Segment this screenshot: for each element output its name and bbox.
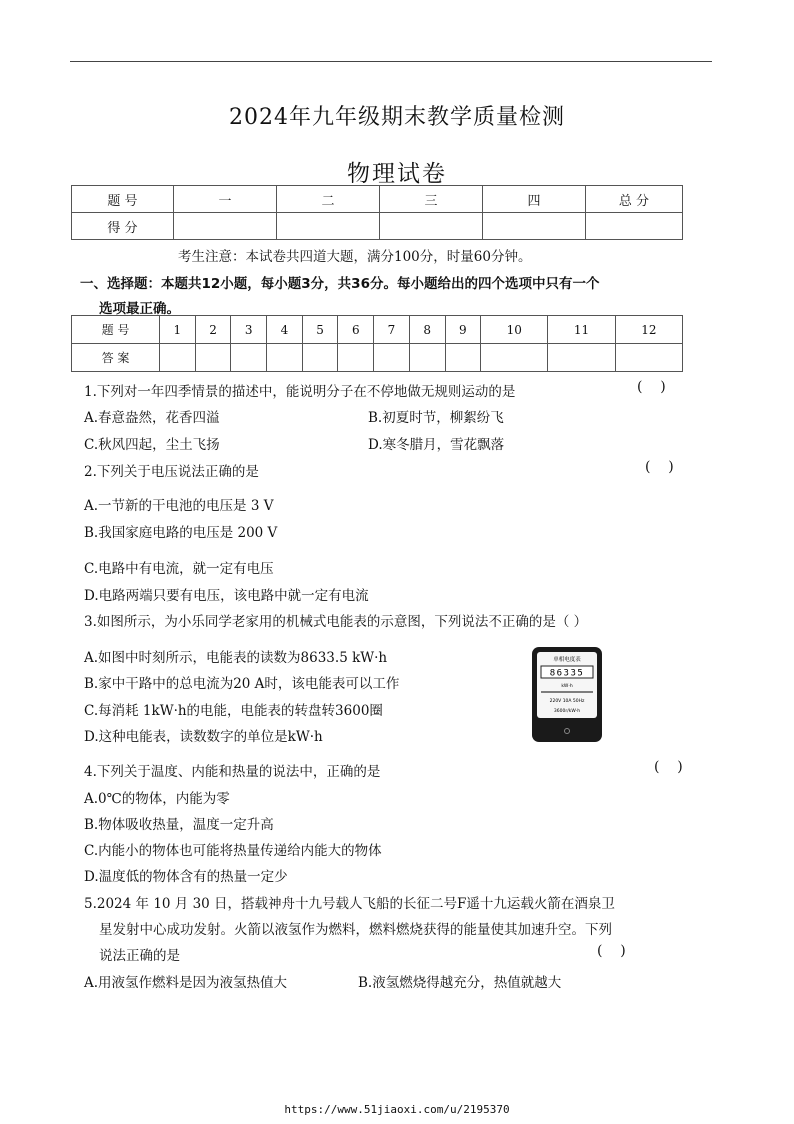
question-2-option-b: B.我国家庭电路的电压是 200 V: [84, 525, 278, 541]
question-2-option-d: D.电路两端只要有电压，该电路中就一定有电流: [84, 588, 369, 604]
question-2-stem: 2.下列关于电压说法正确的是: [84, 464, 259, 480]
exam-subtitle: 物理试卷: [347, 161, 447, 187]
answer-input-cell[interactable]: [231, 344, 267, 372]
question-5-option-a: A.用液氢作燃料是因为液氢热值大: [84, 975, 288, 991]
score-header-cell: 总 分: [586, 186, 683, 213]
answer-input-cell[interactable]: [160, 344, 196, 372]
score-label-cell: 得 分: [72, 213, 174, 240]
score-input-cell[interactable]: [174, 213, 277, 240]
question-3-stem: 3.如图所示，为小乐同学老家用的机械式电能表的示意图，下列说法不正确的是（ ）: [84, 614, 588, 630]
answer-input-cell[interactable]: [302, 344, 338, 372]
question-4-option-c: C.内能小的物体也可能将热量传递给内能大的物体: [84, 843, 382, 859]
score-header-cell: 题 号: [72, 186, 174, 213]
question-number-cell: 6: [338, 316, 374, 344]
score-input-cell[interactable]: [277, 213, 380, 240]
question-number-cell: 2: [195, 316, 231, 344]
question-number-cell: 7: [374, 316, 410, 344]
question-1-stem: 1.下列对一年四季情景的描述中，能说明分子在不停地做无规则运动的是: [84, 384, 516, 400]
answer-input-cell[interactable]: [267, 344, 303, 372]
question-5-stem-cont: 星发射中心成功发射。火箭以液氢作为燃料，燃料燃烧获得的能量使其加速升空。下列: [99, 922, 612, 938]
question-number-cell: 5: [302, 316, 338, 344]
answer-input-cell[interactable]: [548, 344, 615, 372]
question-1-answer-paren[interactable]: ( ): [637, 379, 666, 395]
score-input-cell[interactable]: [380, 213, 483, 240]
question-2-answer-paren[interactable]: ( ): [645, 459, 674, 475]
question-3-option-b: B.家中干路中的总电流为20 A时，该电能表可以工作: [84, 676, 400, 692]
question-1-option-b: B.初夏时节，柳絮纷飞: [368, 410, 504, 426]
top-rule: [70, 61, 712, 62]
question-1-option-c: C.秋风四起，尘土飞扬: [84, 437, 220, 453]
footer-link[interactable]: www.51jiaoxi.com/u/2195370: [337, 1103, 510, 1116]
answer-table: [71, 315, 683, 372]
question-number-cell: 9: [445, 316, 481, 344]
meter-rev: 3600r/kW·h: [553, 709, 581, 714]
question-number-cell: 1: [160, 316, 196, 344]
score-table-header-row: [72, 186, 683, 213]
question-4-option-a: A.0℃的物体，内能为零: [84, 791, 230, 807]
question-3-option-c: C.每消耗 1kW·h的电能，电能表的转盘转3600圈: [84, 703, 383, 719]
question-4-stem: 4.下列关于温度、内能和热量的说法中，正确的是: [84, 764, 381, 780]
question-number-cell: 12: [615, 316, 682, 344]
question-number-cell: 10: [481, 316, 548, 344]
question-5-option-b: B.液氢燃烧得越充分，热值就越大: [358, 975, 562, 991]
meter-reading: 86335: [549, 668, 585, 679]
meter-unit: kW·h: [561, 684, 573, 689]
question-number-cell: 11: [548, 316, 615, 344]
question-2-option-c: C.电路中有电流，就一定有电压: [84, 561, 274, 577]
question-5-stem: 5.2024 年 10 月 30 日，搭载神舟十九号载人飞船的长征二号F遥十九运载火箭在酒泉卫: [84, 896, 615, 912]
score-input-cell[interactable]: [483, 213, 586, 240]
electric-meter-figure: [531, 646, 603, 743]
answer-input-cell[interactable]: [445, 344, 481, 372]
answer-row-label: 答 案: [72, 344, 160, 372]
score-header-cell: 三: [380, 186, 483, 213]
answer-input-cell[interactable]: [195, 344, 231, 372]
answer-input-cell[interactable]: [374, 344, 410, 372]
section1-heading: 一、选择题：本题共12小题，每小题3分，共36分。每小题给出的四个选项中只有一个: [80, 276, 600, 292]
question-1-option-a: A.春意盎然，花香四溢: [84, 410, 220, 426]
answer-table-answer-row: [72, 344, 683, 372]
footer-prefix: https://: [284, 1103, 338, 1116]
question-4-option-d: D.温度低的物体含有的热量一定少: [84, 869, 288, 885]
question-4-option-b: B.物体吸收热量，温度一定升高: [84, 817, 274, 833]
exam-notice: 考生注意：本试卷共四道大题，满分100分，时量60分钟。: [178, 249, 532, 265]
answer-input-cell[interactable]: [481, 344, 548, 372]
question-2-option-a: A.一节新的干电池的电压是 3 V: [84, 498, 274, 514]
meter-label: 单相电度表: [553, 657, 581, 663]
question-number-cell: 3: [231, 316, 267, 344]
score-header-cell: 二: [277, 186, 380, 213]
score-table-score-row: [72, 213, 683, 240]
answer-input-cell[interactable]: [615, 344, 682, 372]
question-3-option-a: A.如图中时刻所示，电能表的读数为8633.5 kW·h: [84, 650, 388, 666]
footer-url[interactable]: [0, 1103, 794, 1116]
question-number-cell: 4: [267, 316, 303, 344]
score-table: [71, 185, 683, 240]
score-header-cell: 四: [483, 186, 586, 213]
answer-table-number-row: [72, 316, 683, 344]
question-number-cell: 8: [409, 316, 445, 344]
score-input-cell[interactable]: [586, 213, 683, 240]
score-header-cell: 一: [174, 186, 277, 213]
section1-heading-cont: 选项最正确。: [99, 301, 180, 317]
question-3-option-d: D.这种电能表，读数数字的单位是kW·h: [84, 729, 323, 745]
question-4-answer-paren[interactable]: ( ): [654, 759, 683, 775]
answer-input-cell[interactable]: [409, 344, 445, 372]
meter-spec: 220V 10A 50Hz: [549, 699, 585, 704]
question-5-stem-end: 说法正确的是: [99, 948, 180, 964]
question-5-answer-paren[interactable]: ( ): [597, 943, 626, 959]
answer-row-label: 题 号: [72, 316, 160, 344]
exam-title: 2024年九年级期末教学质量检测: [229, 105, 565, 130]
question-1-option-d: D.寒冬腊月，雪花飘落: [368, 437, 505, 453]
answer-input-cell[interactable]: [338, 344, 374, 372]
